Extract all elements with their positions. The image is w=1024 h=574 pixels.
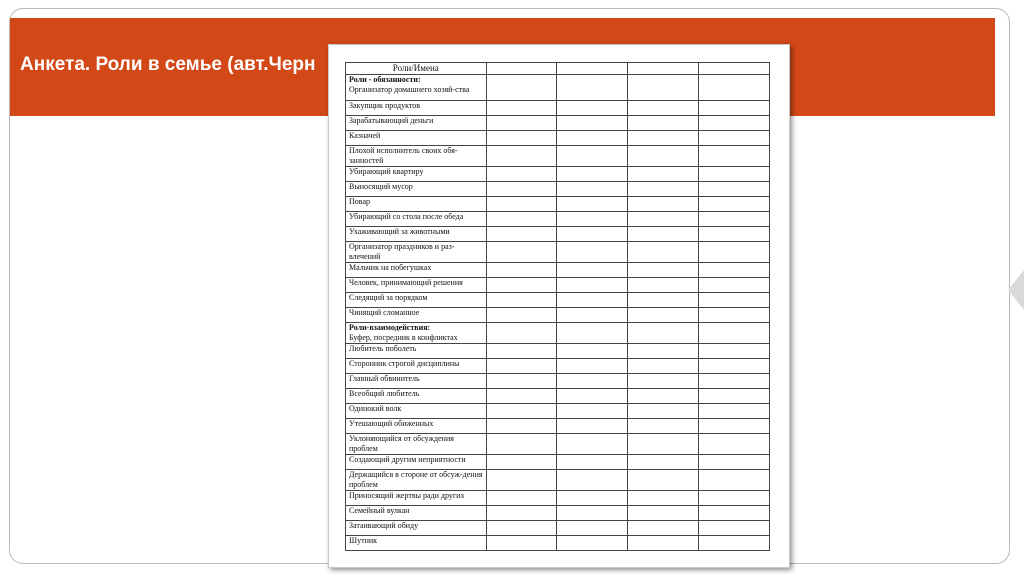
role-label: Закупщик продуктов [349,101,421,110]
name-cell[interactable] [557,131,628,146]
name-cell[interactable] [486,212,557,227]
role-cell [346,455,487,470]
name-cell[interactable] [486,308,557,323]
name-cell[interactable] [699,167,770,182]
name-cell[interactable] [486,374,557,389]
role-cell [346,470,487,491]
role-label: Следящий за порядком [349,293,428,302]
section-heading: Роли - обязанности: [349,75,421,84]
role-cell [346,374,487,389]
name-cell[interactable] [699,227,770,242]
table-header-roles: Роли/Имена [346,63,487,75]
name-cell[interactable] [486,167,557,182]
name-cell[interactable] [557,167,628,182]
slide-title: Анкета. Роли в семье (авт.Черн [20,54,316,75]
name-cell[interactable] [557,491,628,506]
name-cell[interactable] [557,263,628,278]
name-cell[interactable] [486,455,557,470]
role-label: Плохой исполнитель своих обя-занностей [349,146,458,165]
name-cell[interactable] [628,197,699,212]
name-cell[interactable] [628,419,699,434]
table-header-row [346,63,770,75]
name-cell[interactable] [557,146,628,167]
section-heading: Роли-взаимодействия: [349,323,431,332]
name-cell[interactable] [699,212,770,227]
role-cell [346,359,487,374]
role-label: Утешающий обиженных [349,419,434,428]
role-cell [346,389,487,404]
table-row [346,521,770,536]
name-cell[interactable] [486,536,557,551]
name-cell[interactable] [628,227,699,242]
name-cell[interactable] [557,101,628,116]
document-page [328,44,790,568]
name-cell[interactable] [628,536,699,551]
name-cell[interactable] [486,131,557,146]
name-cell[interactable] [628,389,699,404]
role-cell [346,116,487,131]
name-cell[interactable] [699,344,770,359]
name-cell[interactable] [628,455,699,470]
table-row [346,434,770,455]
name-cell[interactable] [699,491,770,506]
name-cell[interactable] [699,521,770,536]
role-label: Казначей [349,131,381,140]
name-cell[interactable] [557,470,628,491]
name-column-header [628,63,699,75]
name-cell[interactable] [699,308,770,323]
name-cell[interactable] [699,389,770,404]
role-label: Убирающий со стола после обеда [349,212,464,221]
name-cell[interactable] [486,242,557,263]
name-cell[interactable] [699,182,770,197]
name-cell[interactable] [699,434,770,455]
name-cell[interactable] [699,455,770,470]
table-row [346,470,770,491]
name-cell[interactable] [628,146,699,167]
name-cell[interactable] [699,197,770,212]
role-cell [346,323,487,344]
name-cell[interactable] [557,278,628,293]
role-label: Убирающий квартиру [349,167,424,176]
name-cell[interactable] [699,242,770,263]
next-slide-arrow-icon[interactable] [1008,270,1024,310]
name-cell[interactable] [699,323,770,344]
table-row [346,131,770,146]
table-row [346,242,770,263]
name-cell[interactable] [557,506,628,521]
name-cell[interactable] [486,470,557,491]
table-row [346,182,770,197]
role-label: Главный обвинитель [349,374,420,383]
role-cell [346,167,487,182]
role-cell [346,131,487,146]
role-label: Зарабатывающий деньги [349,116,434,125]
role-cell [346,521,487,536]
name-cell[interactable] [486,197,557,212]
name-cell[interactable] [699,359,770,374]
name-cell[interactable] [557,293,628,308]
role-label: Всеобщий любитель [349,389,420,398]
name-cell[interactable] [486,101,557,116]
role-label: Семейный вулкан [349,506,410,515]
table-row [346,197,770,212]
roles-table [345,62,770,551]
name-cell[interactable] [557,212,628,227]
name-cell[interactable] [628,212,699,227]
table-row [346,374,770,389]
name-cell[interactable] [628,404,699,419]
role-label: Затаивающий обиду [349,521,419,530]
name-cell[interactable] [628,323,699,344]
role-cell [346,536,487,551]
name-cell[interactable] [486,344,557,359]
role-cell [346,308,487,323]
name-cell[interactable] [699,116,770,131]
role-label: Повар [349,197,370,206]
role-cell [346,227,487,242]
name-cell[interactable] [557,344,628,359]
table-row [346,323,770,344]
role-cell [346,506,487,521]
table-row [346,404,770,419]
table-row [346,227,770,242]
name-cell[interactable] [699,75,770,101]
table-row [346,344,770,359]
name-cell[interactable] [628,101,699,116]
name-cell[interactable] [628,75,699,101]
role-cell [346,212,487,227]
name-cell[interactable] [557,242,628,263]
table-row [346,293,770,308]
name-cell[interactable] [557,419,628,434]
name-cell[interactable] [557,323,628,344]
name-cell[interactable] [557,404,628,419]
name-cell[interactable] [628,278,699,293]
name-cell[interactable] [557,359,628,374]
name-cell[interactable] [557,116,628,131]
name-cell[interactable] [628,344,699,359]
name-cell[interactable] [628,167,699,182]
role-label: Создающий другим неприятности [349,455,466,464]
role-label: Организатор домашнего хозяй-ства [349,84,470,94]
name-cell[interactable] [699,470,770,491]
name-cell[interactable] [699,278,770,293]
role-label: Чинящий сломанное [349,308,420,317]
role-cell [346,404,487,419]
table-row [346,75,770,101]
name-cell[interactable] [557,434,628,455]
table-row [346,146,770,167]
name-cell[interactable] [699,506,770,521]
name-cell[interactable] [699,293,770,308]
role-label: Сторонник строгой дисциплины [349,359,460,368]
role-label: Приносящий жертвы ради других [349,491,465,500]
name-cell[interactable] [486,116,557,131]
table-row [346,212,770,227]
name-column-header [699,63,770,75]
role-cell [346,182,487,197]
name-cell[interactable] [486,389,557,404]
name-cell[interactable] [557,536,628,551]
role-cell [346,419,487,434]
name-cell[interactable] [486,404,557,419]
table-row [346,419,770,434]
name-cell[interactable] [628,470,699,491]
table-row [346,101,770,116]
name-cell[interactable] [628,491,699,506]
role-label: Держащийся в стороне от обсуж-дения проблем [349,470,483,489]
table-row [346,308,770,323]
name-cell[interactable] [486,278,557,293]
name-cell[interactable] [486,227,557,242]
role-cell [346,434,487,455]
name-cell[interactable] [557,227,628,242]
name-cell[interactable] [699,419,770,434]
name-cell[interactable] [557,182,628,197]
role-label: Шутник [349,536,378,545]
name-cell[interactable] [486,263,557,278]
name-cell[interactable] [486,491,557,506]
name-cell[interactable] [628,131,699,146]
name-cell[interactable] [557,521,628,536]
role-label: Любитель поболеть [349,344,417,353]
name-cell[interactable] [699,146,770,167]
role-label: Мальчик на побегушках [349,263,432,272]
name-cell[interactable] [628,521,699,536]
role-cell [346,278,487,293]
name-cell[interactable] [486,359,557,374]
role-cell [346,242,487,263]
name-cell[interactable] [628,434,699,455]
role-cell [346,344,487,359]
role-label: Одинокий волк [349,404,402,413]
name-cell[interactable] [557,374,628,389]
table-row [346,167,770,182]
name-cell[interactable] [699,404,770,419]
name-cell[interactable] [486,521,557,536]
table-row [346,359,770,374]
name-cell[interactable] [628,293,699,308]
name-cell[interactable] [699,374,770,389]
name-cell[interactable] [628,506,699,521]
name-cell[interactable] [557,197,628,212]
table-row [346,491,770,506]
name-cell[interactable] [699,536,770,551]
cropped-text-fragment [401,45,561,48]
name-cell[interactable] [628,308,699,323]
table-row [346,506,770,521]
role-label: Буфер, посредник в конфликтах [349,332,458,342]
name-cell[interactable] [557,455,628,470]
name-column-header [486,63,557,75]
name-cell[interactable] [486,506,557,521]
table-row [346,116,770,131]
role-cell [346,293,487,308]
role-cell [346,101,487,116]
name-cell[interactable] [628,374,699,389]
name-cell[interactable] [628,242,699,263]
name-cell[interactable] [557,389,628,404]
role-cell [346,197,487,212]
name-column-header [557,63,628,75]
role-label: Ухаживающий за животными [349,227,450,236]
name-cell[interactable] [699,131,770,146]
table-row [346,455,770,470]
role-label: Уклоняющийся от обсуждения проблем [349,434,454,453]
name-cell[interactable] [486,75,557,101]
name-cell[interactable] [486,293,557,308]
table-row [346,278,770,293]
role-label: Человек, принимающий решения [349,278,463,287]
name-cell[interactable] [486,323,557,344]
role-cell [346,146,487,167]
name-cell[interactable] [557,75,628,101]
name-cell[interactable] [628,263,699,278]
name-cell[interactable] [486,146,557,167]
role-label: Выносящий мусор [349,182,413,191]
name-cell[interactable] [486,182,557,197]
table-row [346,389,770,404]
name-cell[interactable] [628,182,699,197]
table-row [346,536,770,551]
name-cell[interactable] [628,359,699,374]
role-label: Организатор праздников и раз-влечений [349,242,455,261]
name-cell[interactable] [628,116,699,131]
name-cell[interactable] [699,101,770,116]
name-cell[interactable] [486,419,557,434]
name-cell[interactable] [699,263,770,278]
name-cell[interactable] [486,434,557,455]
roles-table-body [346,75,770,551]
name-cell[interactable] [557,308,628,323]
table-row [346,263,770,278]
role-cell [346,263,487,278]
role-cell [346,491,487,506]
role-cell [346,75,487,101]
